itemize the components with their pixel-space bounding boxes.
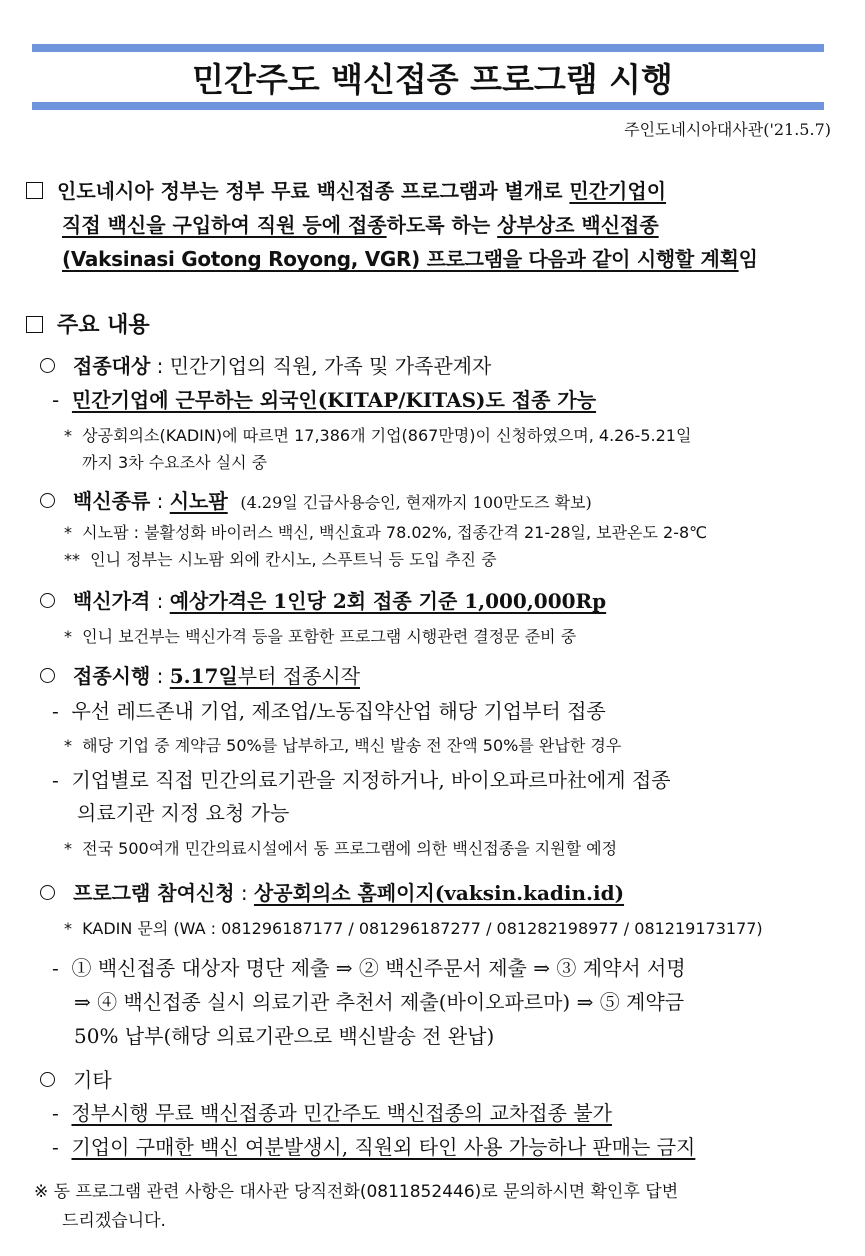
- intro-line-3: (Vaksinasi Gotong Royong, VGR) 프로그램을 다음과 같이 시행할 계획임: [62, 247, 758, 271]
- circle-bullet-icon: [40, 358, 55, 373]
- circle-bullet-icon: [40, 593, 55, 608]
- intro-line-2: 직접 백신을 구입하여 직원 등에 접종하도록 하는 상부상조 백신접종: [62, 213, 659, 237]
- target-heading: 접종대상 : 민간기업의 직원, 가족 및 가족관계자: [40, 350, 491, 379]
- circle-bullet-icon: [40, 885, 55, 900]
- apply-steps-line-2: ⇒ ④ 백신접종 실시 의료기관 추천서 제출(바이오파르마) ⇒ ⑤ 계약금: [74, 990, 685, 1014]
- price-heading: 백신가격 : 예상가격은 1인당 2회 접종 기준 1,000,000Rp: [40, 585, 606, 614]
- apply-note: * KADIN 문의 (WA : 081296187177 / 081296187277 / 081282198977 / 081219173177): [64, 919, 763, 938]
- target-note-line-1: * 상공회의소(KADIN)에 따르면 17,386개 기업(867만명)이 신청하였으며, 4.26-5.21일: [64, 426, 692, 445]
- main-heading: 주요 내용: [26, 308, 150, 339]
- circle-bullet-icon: [40, 668, 55, 683]
- circle-bullet-icon: [40, 493, 55, 508]
- title-bottom-bar: [32, 102, 824, 110]
- target-note-line-2: 까지 3차 수요조사 실시 중: [82, 453, 268, 472]
- other-item-2: - 기업이 구매한 백신 여분발생시, 직원외 타인 사용 가능하나 판매는 금지: [52, 1135, 696, 1159]
- start-sub-2-line-1: - 기업별로 직접 민간의료기관을 지정하거나, 바이오파르마社에게 접종: [52, 768, 671, 792]
- target-sub: - 민간기업에 근무하는 외국인(KITAP/KITAS)도 접종 가능: [52, 388, 597, 412]
- footer-line-1: ※ 동 프로그램 관련 사항은 대사관 당직전화(0811852446)로 문의하시면 확인후 답변: [34, 1182, 679, 1202]
- vaccine-note-2: ** 인니 정부는 시노팜 외에 칸시노, 스푸트닉 등 도입 추진 중: [64, 550, 497, 569]
- intro-line-1: 인도네시아 정부는 정부 무료 백신접종 프로그램과 별개로 민간기업이: [26, 175, 666, 204]
- apply-heading: 프로그램 참여신청 : 상공회의소 홈페이지(vaksin.kadin.id): [40, 877, 624, 906]
- page-title: 민간주도 백신접종 프로그램 시행: [192, 60, 673, 99]
- footer-line-2: 드리겠습니다.: [62, 1211, 166, 1231]
- source-line: 주인도네시아대사관('21.5.7): [624, 120, 831, 139]
- square-bullet-icon: [26, 316, 43, 333]
- vaccine-note-1: * 시노팜 : 불활성화 바이러스 백신, 백신효과 78.02%, 접종간격 21-28일, 보관온도 2-8℃: [64, 523, 708, 542]
- square-bullet-icon: [26, 182, 43, 199]
- title-top-bar: [32, 44, 824, 52]
- other-heading: 기타: [40, 1064, 112, 1093]
- start-sub-2-line-2: 의료기관 지정 요청 가능: [77, 801, 290, 825]
- apply-steps-line-1: - ① 백신접종 대상자 명단 제출 ⇒ ② 백신주문서 제출 ⇒ ③ 계약서 서명: [52, 956, 686, 980]
- start-sub-1: - 우선 레드존내 기업, 제조업/노동집약산업 해당 기업부터 접종: [52, 699, 606, 723]
- apply-steps-line-3: 50% 납부(해당 의료기관으로 백신발송 전 완납): [74, 1024, 495, 1048]
- price-note: * 인니 보건부는 백신가격 등을 포함한 프로그램 시행관련 결정문 준비 중: [64, 627, 577, 646]
- vaccine-heading: 백신종류 : 시노팜 (4.29일 긴급사용승인, 현재까지 100만도즈 확보): [40, 485, 592, 514]
- start-note-1: * 해당 기업 중 계약금 50%를 납부하고, 백신 발송 전 잔액 50%를 완납한 경우: [64, 736, 622, 755]
- other-item-1: - 정부시행 무료 백신접종과 민간주도 백신접종의 교차접종 불가: [52, 1101, 612, 1125]
- start-note-2: * 전국 500여개 민간의료시설에서 동 프로그램에 의한 백신접종을 지원할 예정: [64, 839, 618, 858]
- start-heading: 접종시행 : 5.17일부터 접종시작: [40, 660, 360, 689]
- circle-bullet-icon: [40, 1072, 55, 1087]
